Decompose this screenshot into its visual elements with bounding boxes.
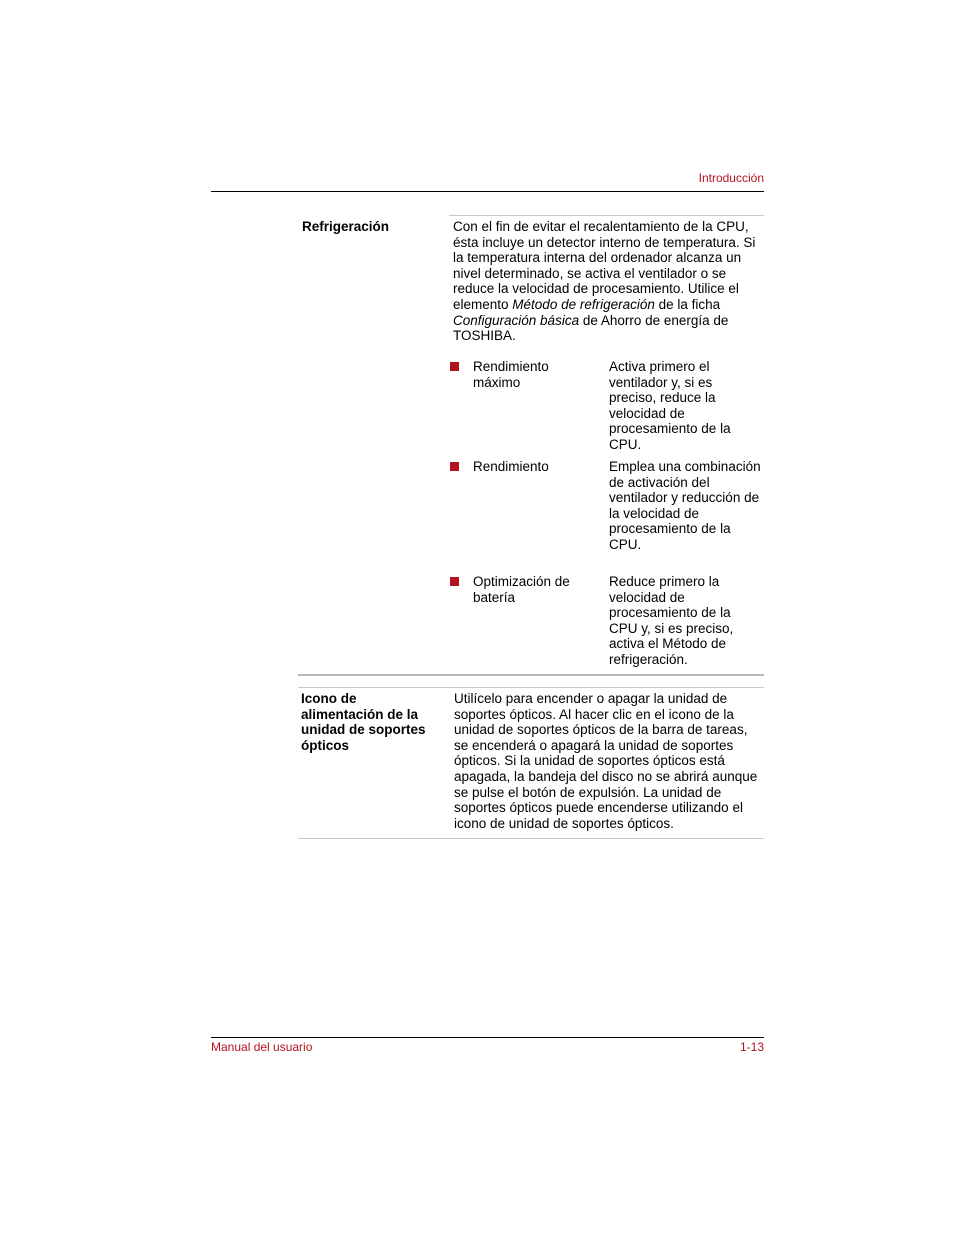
row-separator [298,674,764,676]
running-header-title: Introducción [698,171,764,185]
option-description: Activa primero el ventilador y, si es preciso, reduce la velocidad de procesamiento de la CPU. [609,359,731,452]
option-description: Reduce primero la velocidad de procesamiento de la CPU y, si es preciso, activa el Método de refrigeración. [609,574,734,667]
footer-rule [211,1037,764,1038]
table-bottom-rule [298,838,764,839]
option-name: Rendimiento máximo [473,359,549,390]
header-rule [211,191,764,192]
term-refrigeracion: Refrigeración [302,219,390,234]
bullet-square-icon [450,577,459,586]
option-name: Optimización de batería [473,574,570,605]
term-icono-alimentacion: Icono de alimentación de la unidad de soportes ópticos [301,691,426,753]
bullet-square-icon [450,462,459,471]
row-top-rule [298,687,764,688]
bullet-square-icon [450,362,459,371]
footer-manual-title: Manual del usuario [211,1040,313,1054]
table-top-rule [449,215,764,216]
page-number: 1-13 [739,1040,764,1054]
option-description: Emplea una combinación de activación del ventilador y reducción de la velocidad de procesamiento de la CPU. [609,459,761,552]
option-name: Rendimiento [473,459,549,474]
description-refrigeracion: Con el fin de evitar el recalentamiento de la CPU, ésta incluye un detector interno de temperatura. Si la temperatura interna del ordenador alcanza un nivel determinado, se activa el ventilador o se reduce la velocidad de procesamiento. Utilice el elemento Método de refrigeración de la ficha Configuración básica de Ahorro de energía de TOSHIBA. [453,219,756,344]
description-icono-alimentacion: Utilícelo para encender o apagar la unidad de soportes ópticos. Al hacer clic en el icono de la unidad de soportes ópticos de la barra de tareas, se encenderá o apagará la unidad de soportes ópticos. Si la unidad de soportes ópticos está apagada, la bandeja del disco no se abrirá aunque se pulse el botón de expulsión. La unidad de soportes ópticos puede encenderse utilizando el icono de unidad de soportes ópticos. [454,691,758,831]
